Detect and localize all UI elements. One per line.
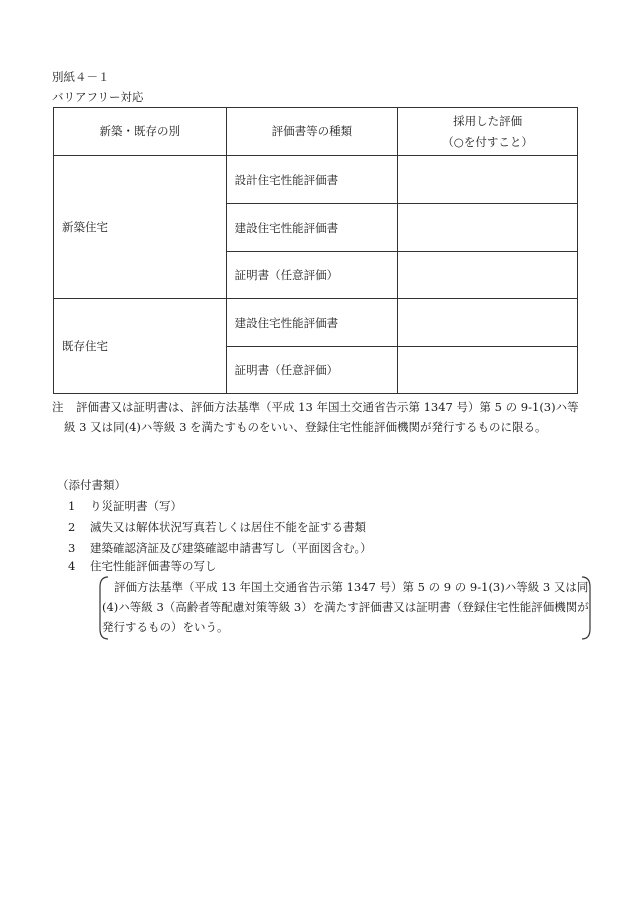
evaluation-mark-cell[interactable] <box>398 299 578 347</box>
item-number: 4 <box>68 559 76 573</box>
header-adopted-line1: 採用した評価 <box>453 113 523 128</box>
item-number: 3 <box>68 541 76 555</box>
footnote-text: 評価書又は証明書は、評価方法基準（平成 13 年国土交通省告示第 1347 号）第 5 の 9-1(3)ハ等級 3 又は同(4)ハ等級 3 を満たすものをいい、登録住宅性能評価機関が発行するものに限る。 <box>64 400 579 434</box>
attachments-title: （添付書類） <box>57 478 126 492</box>
item-number: 1 <box>68 499 76 513</box>
document-label: 別紙４－１ <box>52 70 110 84</box>
header-document-type: 評価書等の種類 <box>226 108 398 156</box>
document-subtitle: バリアフリー対応 <box>52 90 144 104</box>
item-text: り災証明書（写） <box>90 499 182 513</box>
item-text: 住宅性能評価書等の写し <box>90 559 217 573</box>
list-item <box>68 498 182 514</box>
document-type-cell: 証明書（任意評価） <box>226 347 398 394</box>
evaluation-table <box>53 107 578 394</box>
list-item <box>68 540 372 556</box>
category-new-housing: 新築住宅 <box>54 156 227 299</box>
header-adopted-evaluation <box>398 108 578 156</box>
item-text: 建築確認済証及び建築確認申請書写し（平面図含む。） <box>90 541 372 555</box>
bracket-note-text: 評価方法基準（平成 13 年国土交通省告示第 1347 号）第 5 の 9 の 9-1(3)ハ等級 3 又は同(4)ハ等級 3（高齢者等配慮対策等級 3）を満たす評価書又は証明書（登録住宅性能評価機関が発行するもの）をいう。 <box>102 580 589 634</box>
header-adopted-line2: （○を付すこと） <box>442 134 533 149</box>
document-type-cell: 証明書（任意評価） <box>226 252 398 299</box>
list-item <box>68 558 217 574</box>
evaluation-mark-cell[interactable] <box>398 252 578 299</box>
evaluation-mark-cell[interactable] <box>398 204 578 252</box>
document-type-cell: 建設住宅性能評価書 <box>226 204 398 252</box>
evaluation-mark-cell[interactable] <box>398 156 578 204</box>
footnote <box>52 397 582 437</box>
table-row <box>54 156 578 204</box>
item-text: 滅失又は解体状況写真若しくは居住不能を証する書類 <box>90 520 366 534</box>
evaluation-mark-cell[interactable] <box>398 347 578 394</box>
document-type-cell: 設計住宅性能評価書 <box>226 156 398 204</box>
table-header-row <box>54 108 578 156</box>
category-existing-housing: 既存住宅 <box>54 299 227 394</box>
list-item <box>68 519 366 535</box>
document-type-cell: 建設住宅性能評価書 <box>226 299 398 347</box>
item-number: 2 <box>68 520 76 534</box>
footnote-mark: 注 <box>52 400 64 414</box>
header-category: 新築・既存の別 <box>54 108 227 156</box>
bracket-note <box>100 577 590 637</box>
table-row <box>54 299 578 347</box>
